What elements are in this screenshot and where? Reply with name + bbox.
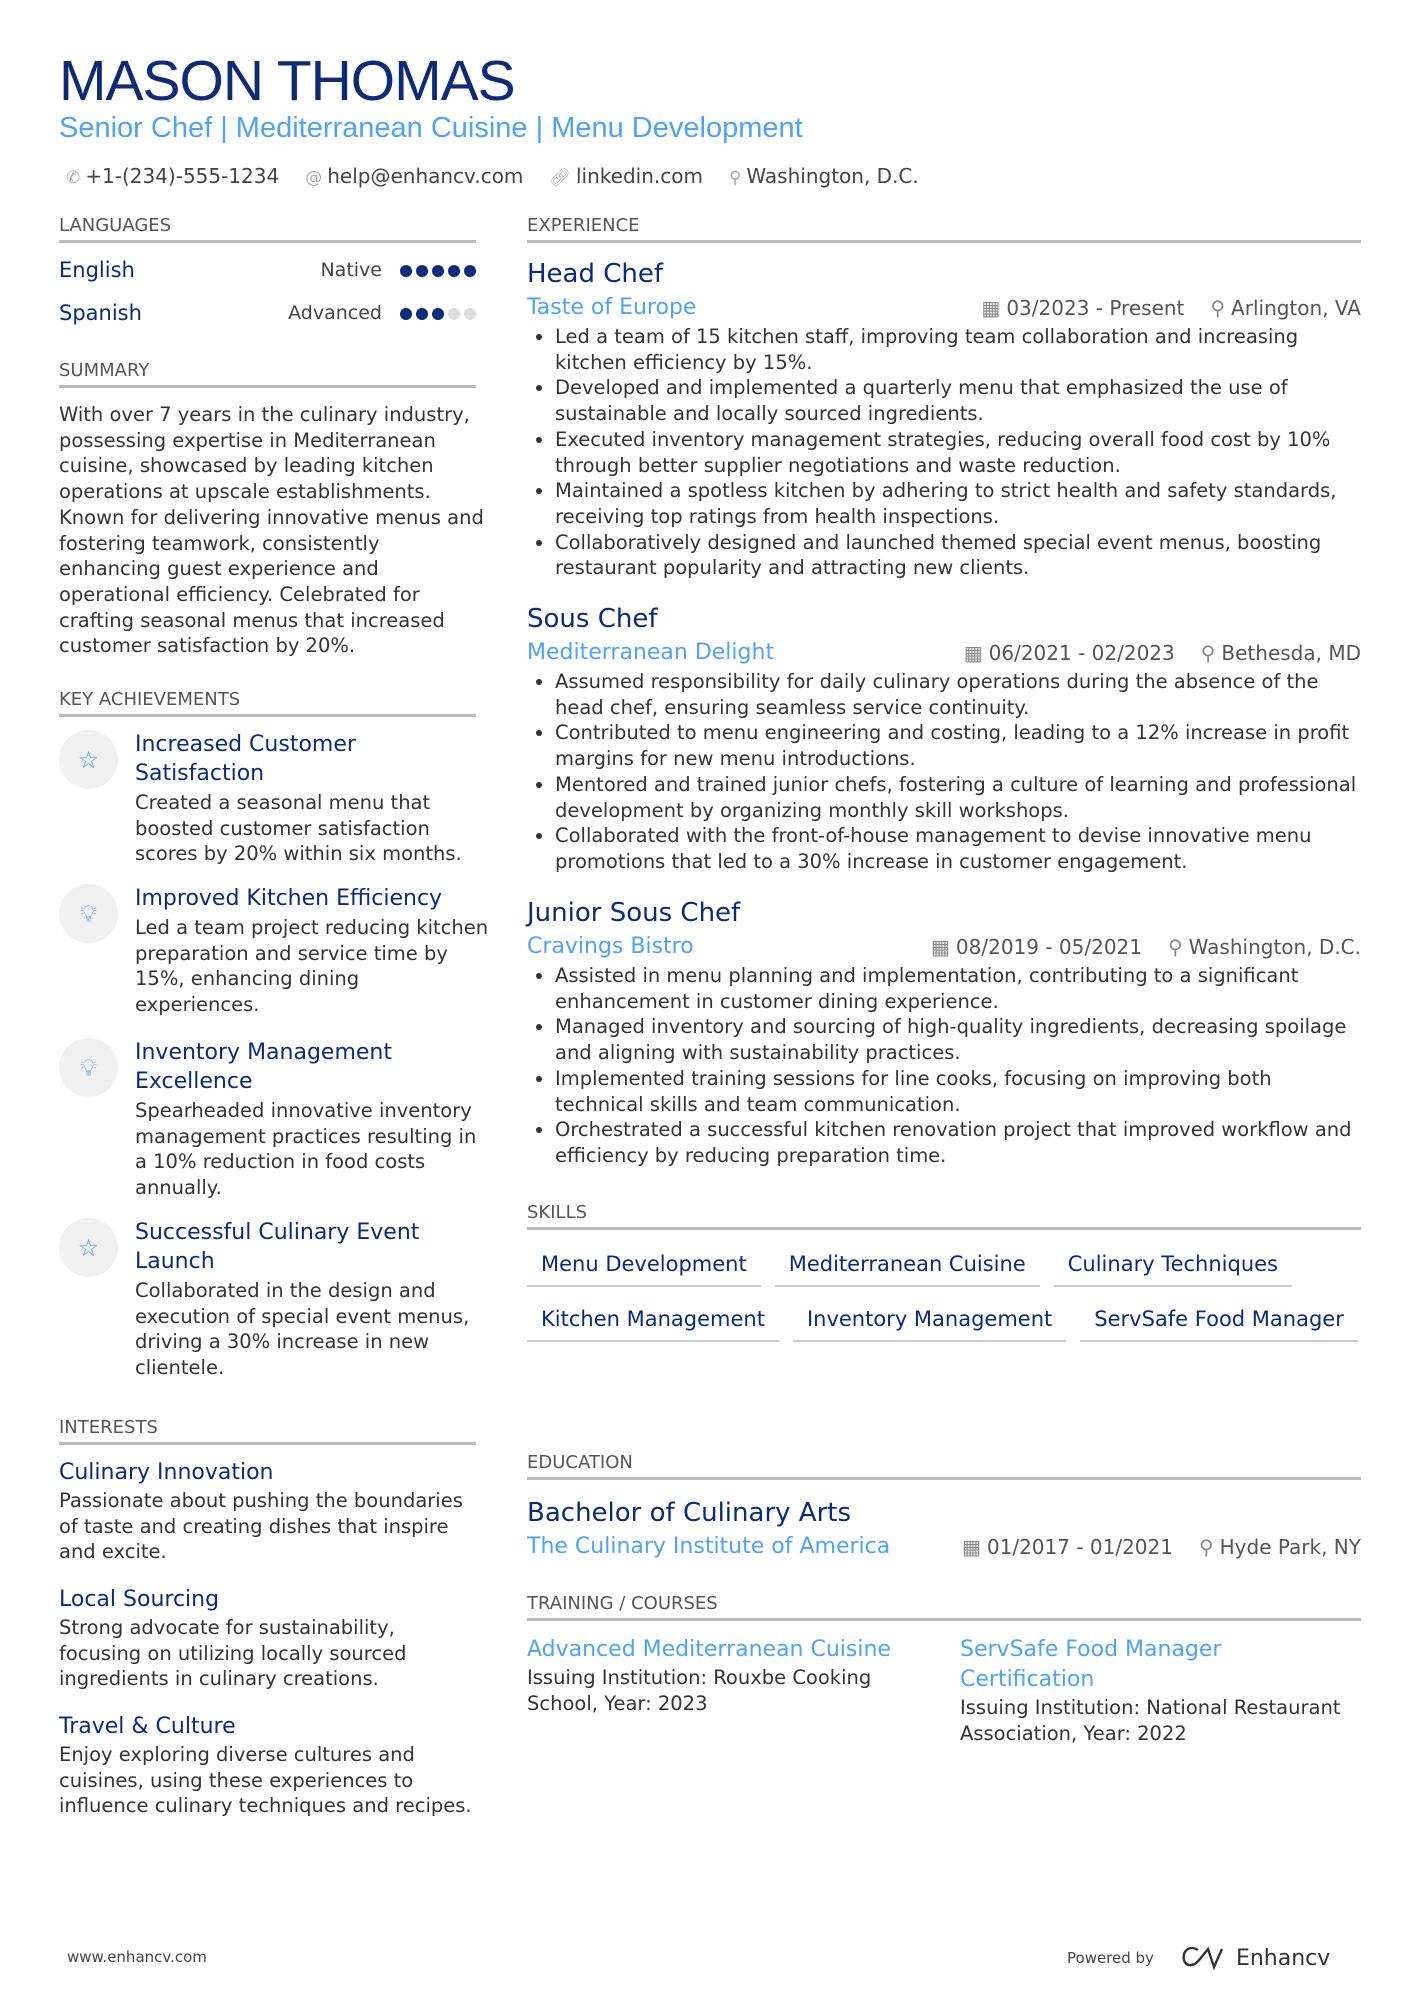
- language-item: English Native: [59, 258, 476, 282]
- language-item: Spanish Advanced: [59, 301, 476, 325]
- achievements-heading: KEY ACHIEVEMENTS: [59, 689, 476, 717]
- skills-list: [527, 1245, 1361, 1342]
- interest-item: Culinary Innovation Passionate about pushing the boundaries of taste and creating dishes that inspire and excite.: [59, 1460, 463, 1564]
- enhancv-logo-icon: [1180, 1945, 1226, 1971]
- enhancv-logo: Enhancv: [1180, 1945, 1330, 1971]
- calendar-icon: ▦: [931, 934, 950, 959]
- calendar-icon: ▦: [981, 295, 1001, 320]
- skill-tag: Culinary Techniques: [1054, 1245, 1292, 1287]
- skills-heading: SKILLS: [527, 1202, 1361, 1230]
- star-icon: ☆: [59, 730, 118, 789]
- lightbulb-icon: 💡︎: [59, 884, 118, 943]
- contact-bar: [66, 164, 919, 188]
- phone-icon: ✆: [66, 168, 81, 188]
- contact-email[interactable]: @ help@enhancv.com: [305, 164, 524, 188]
- achievement-item: ☆ Increased Customer Satisfaction Created a seasonal menu that boosted customer satisfaction scores by 20% within six months.: [59, 730, 489, 867]
- languages-heading: LANGUAGES: [59, 215, 476, 243]
- rating-dots: [396, 301, 476, 325]
- skill-tag: Mediterranean Cuisine: [775, 1245, 1040, 1287]
- contact-linkedin[interactable]: 🔗︎ linkedin.com: [549, 164, 703, 188]
- contact-phone[interactable]: ✆ +1-(234)-555-1234: [66, 164, 280, 188]
- footer-website[interactable]: www.enhancv.com: [67, 1948, 207, 1966]
- star-icon: ☆: [59, 1218, 118, 1277]
- location-icon: ⚲: [728, 168, 742, 188]
- summary-text: With over 7 years in the culinary industry, possessing expertise in Mediterranean cuisine, showcased by leading kitchen operations at upscale establishments. Known for delivering innovative menus and fostering teamwork, consistently enhancing guest experience and operational efficiency. Celebrated for crafting seasonal menus that increased customer satisfaction by 20%.: [59, 403, 484, 658]
- candidate-title: Senior Chef | Mediterranean Cuisine | Menu Development: [59, 112, 803, 144]
- job-entry: Sous Chef Mediterranean Delight ▦ 06/2021 - 02/2023 ⚲ Bethesda, MD • Assumed responsibility for daily culinary operations during the absence of the head chef, ensuring seamless service continuity. • Contributed to menu engineering and costing, leading to a 12% increase in profit margins for new menu introductions. • Mentored and trained junior chefs, fostering a culture of learning and professional development by organizing monthly skill workshops. • Collaborated with the front-of-house management to devise innovative menu promotions that led to a 30% increase in customer engagement.: [527, 602, 1361, 875]
- course-item: ServSafe Food Manager Certification Issuing Institution: National Restaurant Association, Year: 2022: [960, 1637, 1341, 1745]
- location-icon: ⚲: [1198, 1534, 1214, 1559]
- education-entry: Bachelor of Culinary Arts The Culinary Institute of America ▦ 01/2017 - 01/2021 ⚲ Hyde Park, NY: [527, 1498, 1361, 1559]
- contact-location: ⚲ Washington, D.C.: [728, 164, 919, 188]
- link-icon: 🔗︎: [549, 168, 571, 188]
- calendar-icon: ▦: [963, 640, 983, 665]
- course-item: Advanced Mediterranean Cuisine Issuing Institution: Rouxbe Cooking School, Year: 2023: [527, 1637, 891, 1715]
- skill-tag: ServSafe Food Manager: [1080, 1300, 1358, 1342]
- achievement-item: 💡︎ Improved Kitchen Efficiency Led a team project reducing kitchen preparation and service time by 15%, enhancing dining experiences.: [59, 884, 489, 1018]
- location-icon: ⚲: [1200, 640, 1216, 665]
- rating-dots: [396, 258, 476, 282]
- interest-item: Travel & Culture Enjoy exploring diverse cultures and cuisines, using these experiences to influence culinary techniques and recipes.: [59, 1714, 472, 1818]
- education-heading: EDUCATION: [527, 1452, 1361, 1480]
- location-icon: ⚲: [1168, 934, 1183, 959]
- interests-heading: INTERESTS: [59, 1417, 476, 1445]
- summary-heading: SUMMARY: [59, 360, 476, 388]
- interest-item: Local Sourcing Strong advocate for sustainability, focusing on utilizing locally sourced ingredients in culinary creations.: [59, 1587, 407, 1691]
- skill-tag: Inventory Management: [793, 1300, 1066, 1342]
- skill-tag: Menu Development: [527, 1245, 761, 1287]
- experience-heading: EXPERIENCE: [527, 215, 1361, 243]
- job-entry: Head Chef Taste of Europe ▦ 03/2023 - Present ⚲ Arlington, VA • Led a team of 15 kitchen staff, improving team collaboration and increasing kitchen efficiency by 15%. • Developed and implemented a quarterly menu that emphasized the use of sustainable and locally sourced ingredients. • Executed inventory management strategies, reducing overall food cost by 10% through better supplier negotiations and waste reduction. • Maintained a spotless kitchen by adhering to strict health and safety standards, receiving top ratings from health inspections. • Collaboratively designed and launched themed special event menus, boosting restaurant popularity and attracting new clients.: [527, 257, 1361, 581]
- at-icon: @: [305, 168, 323, 188]
- achievement-item: 💡︎ Inventory Management Excellence Spearheaded innovative inventory management practices resulting in a 10% reduction in food costs annually.: [59, 1038, 489, 1201]
- skill-tag: Kitchen Management: [527, 1300, 779, 1342]
- job-entry: Junior Sous Chef Cravings Bistro ▦ 08/2019 - 05/2021 ⚲ Washington, D.C. • Assisted in menu planning and implementation, contributing to a significant enhancement in customer dining experience. • Managed inventory and sourcing of high-quality ingredients, decreasing spoilage and aligning with sustainability practices. • Implemented training sessions for line cooks, focusing on improving both technical skills and team communication. • Orchestrated a successful kitchen renovation project that improved workflow and efficiency by reducing preparation time.: [527, 896, 1361, 1169]
- powered-by: Powered by Enhancv: [1067, 1945, 1331, 1971]
- calendar-icon: ▦: [961, 1534, 981, 1559]
- lightbulb-icon: 💡︎: [59, 1038, 118, 1097]
- achievement-item: ☆ Successful Culinary Event Launch Collaborated in the design and execution of special event menus, driving a 30% increase in new clientele.: [59, 1218, 489, 1381]
- training-heading: TRAINING / COURSES: [527, 1593, 1361, 1621]
- location-icon: ⚲: [1210, 295, 1226, 320]
- candidate-name: MASON THOMAS: [59, 49, 515, 113]
